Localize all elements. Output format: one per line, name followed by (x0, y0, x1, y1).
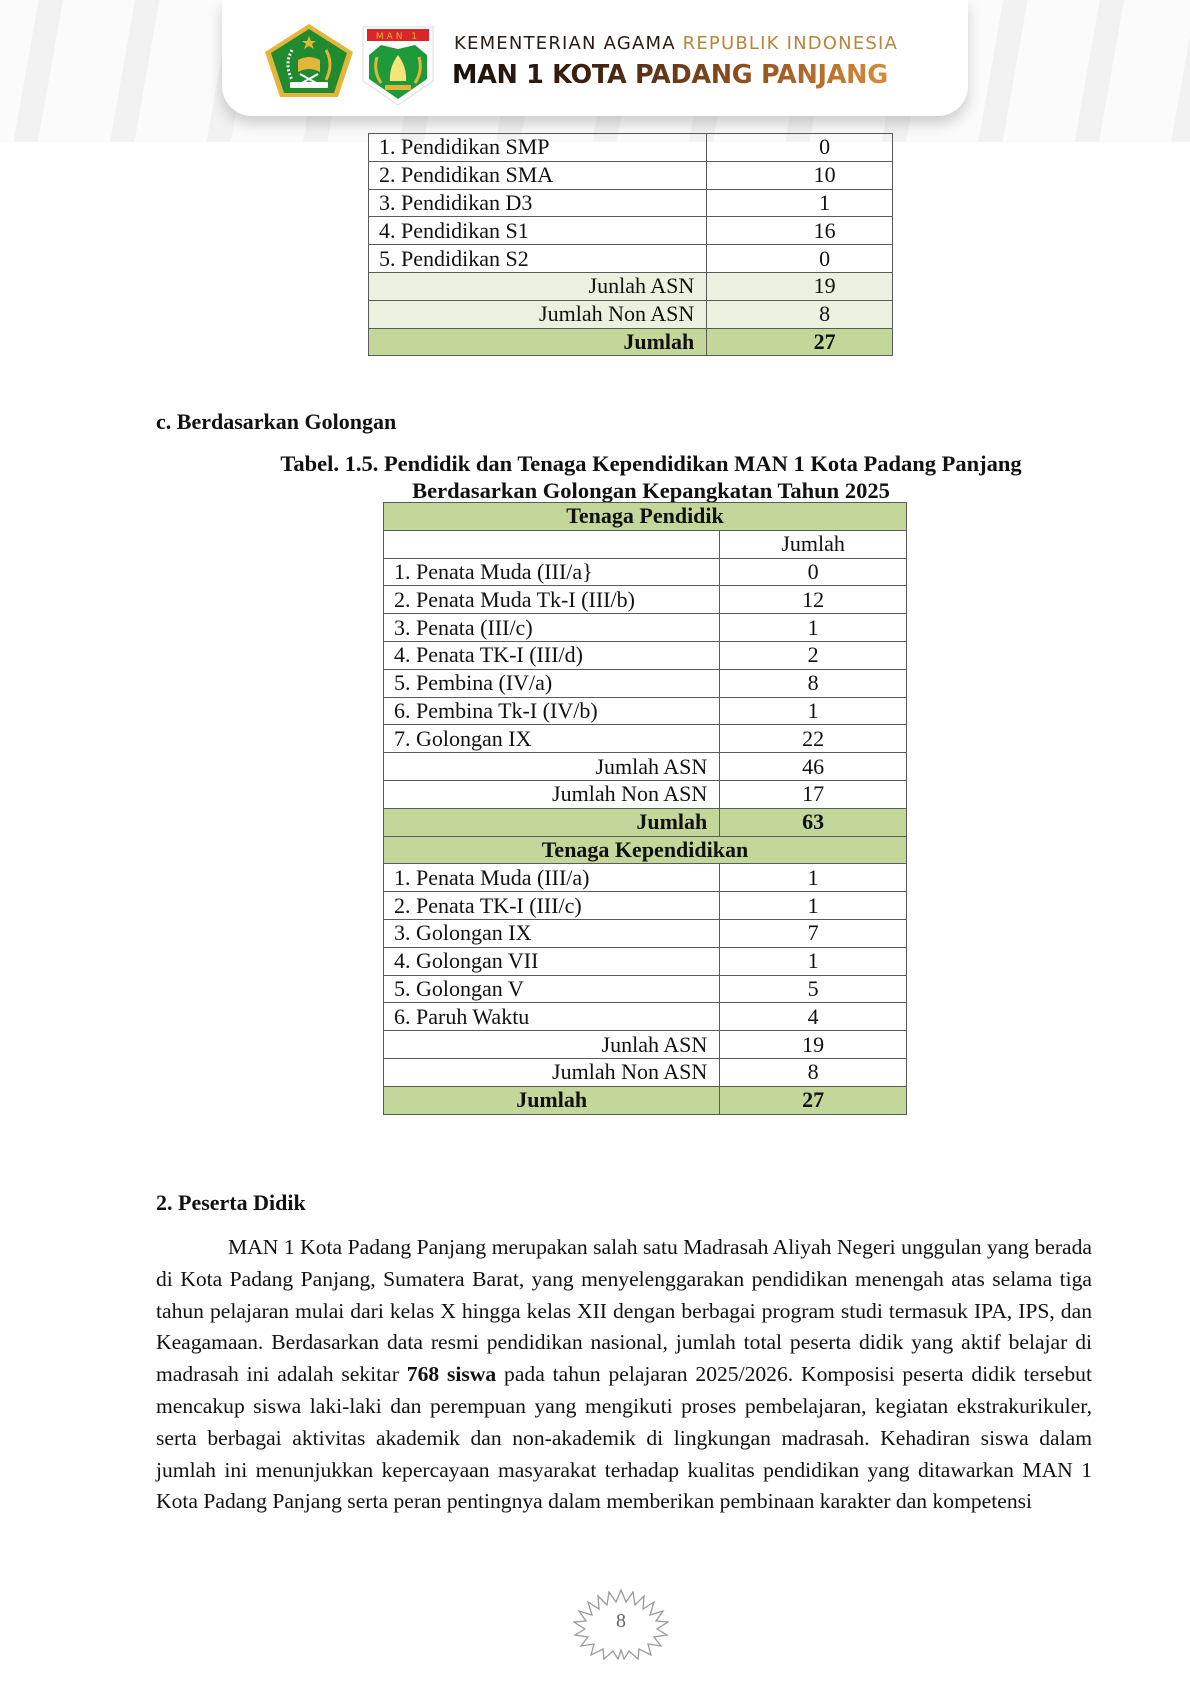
row-value: 4 (720, 1003, 907, 1031)
row-value: 27 (707, 328, 893, 356)
row-label: 6. Pembina Tk-I (IV/b) (384, 697, 720, 725)
row-label: 3. Golongan IX (384, 919, 720, 947)
total-row (384, 1086, 907, 1114)
asn-row (384, 1031, 907, 1059)
row-value: 46 (720, 753, 907, 781)
table-row (369, 134, 893, 162)
section-header-cell: Tenaga Kependidikan (384, 836, 907, 864)
row-label: 2. Penata TK-I (III/c) (384, 892, 720, 920)
row-label: 1. Pendidikan SMP (369, 134, 707, 162)
row-value: 1 (707, 189, 893, 217)
row-value: 16 (707, 217, 893, 245)
row-label: 6. Paruh Waktu (384, 1003, 720, 1031)
table-row (369, 217, 893, 245)
column-header: Jumlah (720, 530, 907, 558)
row-label: Jumlah Non ASN (369, 300, 707, 328)
row-label: Junlah ASN (384, 1031, 720, 1059)
row-value: 5 (720, 975, 907, 1003)
ministry-title-part1: KEMENTERIAN AGAMA (454, 33, 683, 54)
table-row (384, 697, 907, 725)
section-header-cell: Tenaga Pendidik (384, 503, 907, 531)
row-value: 27 (720, 1086, 907, 1114)
row-value: 8 (720, 669, 907, 697)
row-value: 0 (707, 245, 893, 273)
row-value: 0 (720, 558, 907, 586)
row-label: 7. Golongan IX (384, 725, 720, 753)
row-value: 1 (720, 614, 907, 642)
table-row (369, 161, 893, 189)
empty-header-cell (384, 530, 720, 558)
row-label: 3. Penata (III/c) (384, 614, 720, 642)
row-label: Jumlah (384, 808, 720, 836)
table-row (384, 947, 907, 975)
row-label: Jumlah Non ASN (384, 1058, 720, 1086)
row-label: 2. Pendidikan SMA (369, 161, 707, 189)
table-row (384, 614, 907, 642)
caption-line2: Berdasarkan Golongan Kepangkatan Tahun 2025 (412, 478, 890, 503)
student-count: 768 siswa (406, 1362, 497, 1387)
row-value: 8 (720, 1058, 907, 1086)
row-label: 4. Penata TK-I (III/d) (384, 641, 720, 669)
table-row (384, 1003, 907, 1031)
row-label: 5. Golongan V (384, 975, 720, 1003)
column-header-row (384, 530, 907, 558)
table-row (384, 641, 907, 669)
man1-logo-icon (361, 25, 435, 107)
asn-row (384, 753, 907, 781)
row-label: Jumlah (369, 328, 707, 356)
row-value: 1 (720, 892, 907, 920)
section-heading: c. Berdasarkan Golongan (156, 409, 397, 434)
row-label: 5. Pendidikan S2 (369, 245, 707, 273)
rank-table (383, 502, 907, 1115)
non-asn-row (369, 300, 893, 328)
page-number: 8 (616, 1610, 626, 1632)
row-label: 2. Penata Muda Tk-I (III/b) (384, 586, 720, 614)
table-row (369, 189, 893, 217)
table-caption (220, 450, 1082, 504)
table-row (384, 586, 907, 614)
caption-line1: Tabel. 1.5. Pendidik dan Tenaga Kependidikan MAN 1 Kota Padang Panjang (280, 451, 1022, 476)
non-asn-row (384, 1058, 907, 1086)
row-value: 2 (720, 641, 907, 669)
total-row (384, 808, 907, 836)
section-heading: 2. Peserta Didik (156, 1190, 306, 1215)
table-row (384, 919, 907, 947)
row-value: 17 (720, 780, 907, 808)
table-section-header (384, 503, 907, 531)
row-value: 22 (720, 725, 907, 753)
table-row (384, 725, 907, 753)
row-value: 63 (720, 808, 907, 836)
paragraph-text: MAN 1 Kota Padang Panjang merupakan salah satu Madrasah Aliyah Negeri unggulan yang berada di Kota Padang Panjang, Sumatera Barat, yang menyelenggarakan pendidikan menengah atas selama tiga tahun pelajaran mulai dari kelas X hingga kelas XII dengan berbagai program studi termasuk IPA, IPS, dan Keagamaan. Berdasarkan data resmi pendidikan nasional, jumlah total peserta didik yang aktif belajar di madrasah ini adalah sekitar (156, 1235, 1092, 1387)
body-paragraph (156, 1232, 1092, 1518)
row-label: 4. Golongan VII (384, 947, 720, 975)
row-label: Junlah ASN (369, 272, 707, 300)
kemenag-logo-icon (262, 22, 356, 100)
row-value: 8 (707, 300, 893, 328)
row-label: Jumlah ASN (384, 753, 720, 781)
paragraph-text: pada tahun pelajaran 2025/2026. Komposisi peserta didik tersebut mencakup siswa laki-laki dan perempuan yang mengikuti proses pembelajaran, kegiatan ekstrakurikuler, serta berbagai aktivitas akademik dan non-akademik di lingkungan madrasah. Kehadiran siswa dalam jumlah ini menunjukkan kepercayaan masyarakat terhadap kualitas pendidikan yang ditawarkan MAN 1 Kota Padang Panjang serta peran pentingnya dalam memberikan pembinaan karakter dan kompetensi (156, 1362, 1092, 1514)
table-row (369, 245, 893, 273)
row-label: 1. Penata Muda (III/a} (384, 558, 720, 586)
education-table (368, 133, 893, 356)
row-value: 19 (720, 1031, 907, 1059)
table-row (384, 892, 907, 920)
total-row (369, 328, 893, 356)
table-row (384, 669, 907, 697)
row-value: 1 (720, 864, 907, 892)
row-value: 10 (707, 161, 893, 189)
ministry-title-part2: REPUBLIK INDONESIA (682, 33, 899, 54)
asn-row (369, 272, 893, 300)
man1-logo-label: MAN 1 (375, 32, 421, 42)
row-label: 1. Penata Muda (III/a) (384, 864, 720, 892)
row-label: Jumlah Non ASN (384, 780, 720, 808)
row-value: 1 (720, 697, 907, 725)
school-title: MAN 1 KOTA PADANG PANJANG (452, 60, 888, 90)
table-row (384, 864, 907, 892)
row-value: 7 (720, 919, 907, 947)
table-row (384, 975, 907, 1003)
row-label: Jumlah (384, 1086, 720, 1114)
row-value: 1 (720, 947, 907, 975)
row-value: 0 (707, 134, 893, 162)
table-section-header (384, 836, 907, 864)
row-label: 4. Pendidikan S1 (369, 217, 707, 245)
row-label: 3. Pendidikan D3 (369, 189, 707, 217)
non-asn-row (384, 780, 907, 808)
ministry-title (454, 33, 898, 54)
row-label: 5. Pembina (IV/a) (384, 669, 720, 697)
row-value: 19 (707, 272, 893, 300)
row-value: 12 (720, 586, 907, 614)
table-row (384, 558, 907, 586)
